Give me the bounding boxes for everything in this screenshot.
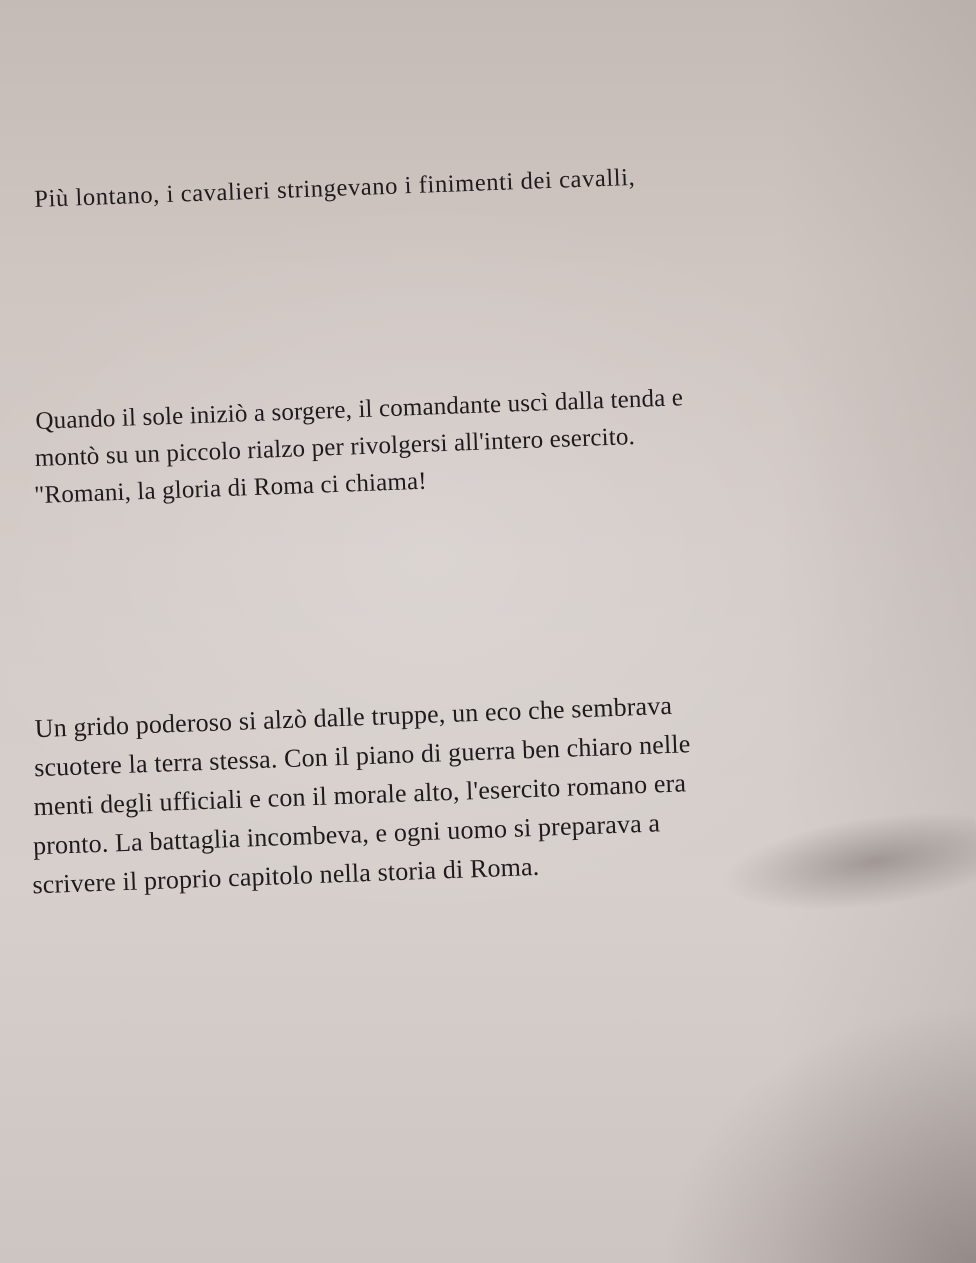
text-line: pronto. La battaglia incombeva, e ogni uomo si preparava a [32,808,661,861]
text-line: Più lontano, i cavalieri stringevano i finimenti dei cavalli, [33,163,636,213]
text-line: scuotere la terra stessa. Con il piano di guerra ben chiaro nelle [33,729,691,783]
text-line: "Romani, la gloria di Roma ci chiama! [33,467,428,510]
text-line: scrivere il proprio capitolo nella storia di Roma. [31,851,540,900]
text-line: montò su un piccolo rialzo per rivolgersi all'intero esercito. [34,423,636,473]
text-line: menti degli ufficiali e con il morale alto, l'esercito romano era [33,768,687,822]
text-line: Un grido poderoso si alzò dalle truppe, un eco che sembrava [34,690,673,744]
text-line: Quando il sole iniziò a sorgere, il comandante uscì dalla tenda e [34,384,684,435]
